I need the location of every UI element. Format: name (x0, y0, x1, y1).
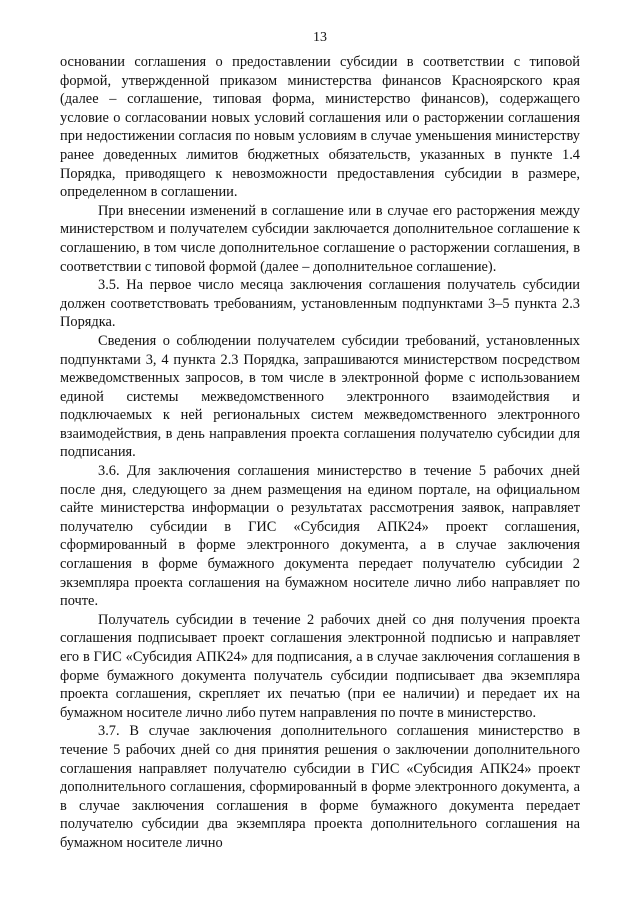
document-body (60, 53, 580, 853)
paragraph-continuation: основании соглашения о предоставлении субсидии в соответствии с типовой формой, утвержденной приказом министерства финансов Красноярского края (далее – соглашение, типовая форма, министерство финансов), содержащего условие о согласовании новых условий соглашения или о расторжении соглашения при недостижении согласия по новым условиям в случае уменьшения министерству ранее доведенных лимитов бюджетных обязательств, указанных в пункте 1.4 Порядка, приводящего к невозможности предоставления субсидии в размере, определенном в соглашении. (60, 54, 580, 201)
paragraph-recipient-signing: Получатель субсидии в течение 2 рабочих дней со дня получения проекта соглашения подписывает проект соглашения электронной подписью и направляет его в ГИС «Субсидия АПК24» для подписания, а в случае заключения соглашения в форме бумажного документа получатель субсидии подписывает два экземпляра проекта соглашения, скрепляет их печатью (при ее наличии) и передает их на бумажном носителе лично либо путем направления по почте в министерство. (60, 611, 580, 721)
paragraph-compliance-info: Сведения о соблюдении получателем субсидии требований, установленных подпунктами 3, 4 пункта 2.3 Порядка, запрашиваются министерством посредством межведомственных запросов, в том числе в электронной форме с использованием единой системы межведомственного электронного взаимодействия и подключаемых к ней региональных систем межведомственного электронного взаимодействия, в день направления проекта соглашения получателю субсидии для подписания. (60, 332, 580, 461)
paragraph-3-6: 3.6. Для заключения соглашения министерство в течение 5 рабочих дней после дня, следующего за днем размещения на едином портале, на официальном сайте министерства информации о результатах рассмотрения заявок, направляет получателю субсидии в ГИС «Субсидия АПК24» проект соглашения, сформированный в форме электронного документа, а в случае заключения соглашения в форме бумажного документа передает получателю субсидии 2 экземпляра проекта соглашения на бумажном носителе лично либо направляет по почте. (60, 463, 580, 610)
paragraph-3-7: 3.7. В случае заключения дополнительного соглашения министерство в течение 5 рабочих дней со дня принятия решения о заключении дополнительного соглашения направляет получателю субсидии в ГИС «Субсидия АПК24» проект дополнительного соглашения, сформированный в форме электронного документа, а в случае заключения соглашения в форме бумажного документа передает получателю субсидии два экземпляра проекта дополнительного соглашения на бумажном носителе лично (60, 723, 580, 851)
page-number: 13 (313, 30, 327, 45)
paragraph-3-5: 3.5. На первое число месяца заключения соглашения получатель субсидии должен соответствовать требованиям, установленным подпунктами 3–5 пункта 2.3 Порядка. (60, 277, 580, 331)
paragraph-amendments: При внесении изменений в соглашение или в случае его расторжения между министерством и получателем субсидии заключается дополнительное соглашение к соглашению, в том числе дополнительное соглашение о расторжении соглашения, в соответствии с типовой формой (далее – дополнительное соглашение). (60, 202, 580, 275)
